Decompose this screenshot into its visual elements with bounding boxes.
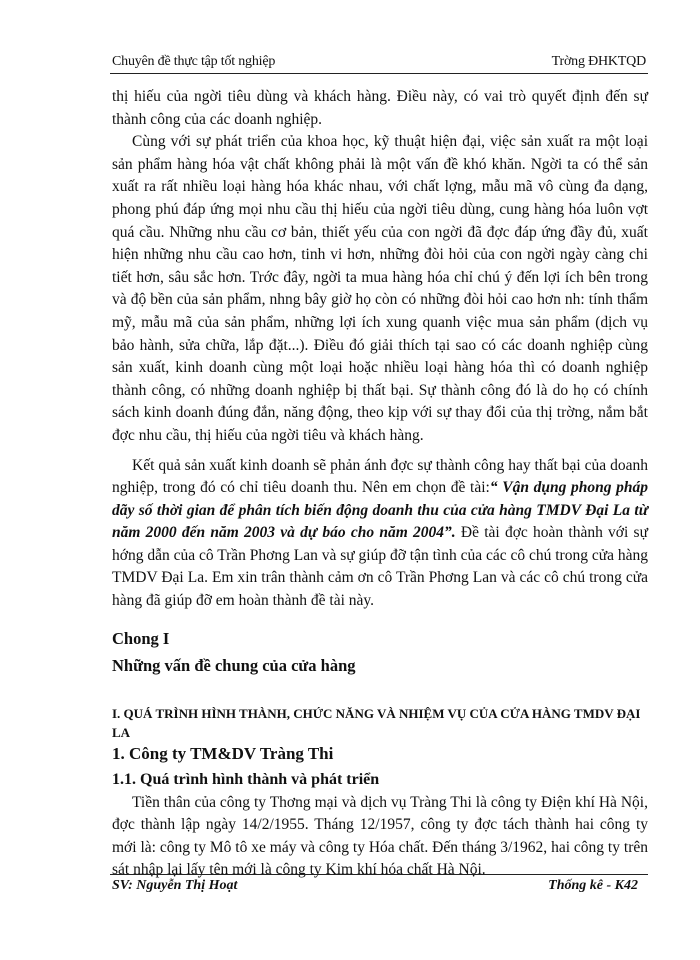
paragraph-history: Tiền thân của công ty Thơng mại và dịch vụ Tràng Thi là công ty Điện khí Hà Nội, đợc thành lập ngày 14/2/1955. Tháng 12/1957, công ty đợc tách thành hai công ty mới là: công ty Mô tô xe máy và công ty Hóa chất. Đến tháng 3/1962, hai công ty trên sát nhập lại lấy tên mới là công ty Kim khí hóa chất Hà Nội. bbox=[112, 793, 648, 879]
footer-divider bbox=[110, 874, 648, 875]
paragraph-continued: thị hiếu của ngời tiêu dùng và khách hàng. Điều này, có vai trò quyết định đến sự thành công của các doanh nghiệp. bbox=[112, 88, 648, 128]
heading-level-2: 1.1. Quá trình hình thành và phát triển bbox=[112, 770, 380, 788]
heading-level-1: 1. Công ty TM&DV Tràng Thi bbox=[112, 743, 334, 763]
paragraph-development: Cùng với sự phát triển của khoa học, kỹ thuật hiện đại, việc sản xuất ra một loại sản phẩm hàng hóa vật chất không phải là một vấn đề khó khăn. Ngời ta có thể sản xuất ra rất nhiều loại hàng hóa khác nhau, với chất lợng, mẫu mã vô cùng đa dạng, phong phú đáp ứng mọi nhu cầu thị hiếu của ngời tiêu dùng, cung hàng hóa luôn vợt quá cầu. Những nhu cầu cơ bản, thiết yếu của con ngời đã đợc đáp ứng đầy đủ, xuất hiện những nhu cầu cao hơn, tinh vi hơn, những đòi hỏi của con ngời ngày càng chi tiết hơn, sâu sắc hơn. Trớc đây, ngời ta mua hàng hóa chỉ chú ý đến lợi ích bên trong và độ bền của sản phẩm, nhng bây giờ họ còn có những đòi hỏi cao hơn nh: tính thẩm mỹ, mẫu mã của sản phẩm, những lợi ích xung quanh việc mua sản phẩm (dịch vụ bảo hành, sửa chữa, lắp đặt...). Điều đó giải thích tại sao có các doanh nghiệp cùng sản xuất, kinh doanh cùng một loại hoặc nhiều loại hàng hóa thì có doanh nghiệp thành công, có những doanh nghiệp bị thất bại. Sự thành công đó là do họ có chính sách kinh doanh đúng đắn, năng động, theo kịp với sự thay đổi của thị trờng, nắm bắt đợc nhu cầu, thị hiếu của ngời tiêu và khách hàng. bbox=[112, 133, 648, 444]
topic-title: “ Vận dụng phong pháp dãy số thời gian để phân tích biến động doanh thu của cửa hàng TMDV Đại La từ năm 2000 đến năm 2003 và dự báo cho năm 2004”. bbox=[112, 479, 649, 542]
topic-lead: Kết quả sản xuất kinh doanh sẽ phản ánh đợc sự thành công hay thất bại của doanh nghiệp, trong đó có chỉ tiêu doanh thu. Nên em chọn đề tài: bbox=[112, 456, 648, 497]
document-body bbox=[112, 86, 648, 882]
chapter-title: Những vấn đề chung của cửa hàng bbox=[112, 655, 356, 675]
header-title: Chuyên đề thực tập tốt nghiệp bbox=[112, 54, 276, 69]
footer-student: SV: Nguyễn Thị Hoạt bbox=[112, 878, 238, 893]
chapter-label: Chong I bbox=[112, 628, 170, 648]
page-footer bbox=[112, 878, 646, 898]
section-heading: I. QUÁ TRÌNH HÌNH THÀNH, CHỨC NĂNG VÀ NHIỆM VỤ CỦA CỬA HÀNG TMDV ĐẠI LA bbox=[112, 705, 641, 740]
header-school: Trờng ĐHKTQD bbox=[551, 54, 646, 69]
topic-tail: Đề tài đợc hoàn thành với sự hớng dẫn của cô Trần Phơng Lan và sự giúp đỡ tận tình của các cô chú trong cửa hàng TMDV Đại La. Em xin trân thành cảm ơn cô Trần Phơng Lan và các cô chú trong cửa hàng đã giúp đỡ em hoàn thành đề tài này. bbox=[112, 524, 648, 610]
header-divider bbox=[110, 73, 648, 74]
footer-class: Thống kê - K42 bbox=[548, 878, 638, 893]
paragraph-topic bbox=[112, 455, 648, 613]
page-header bbox=[112, 54, 646, 74]
